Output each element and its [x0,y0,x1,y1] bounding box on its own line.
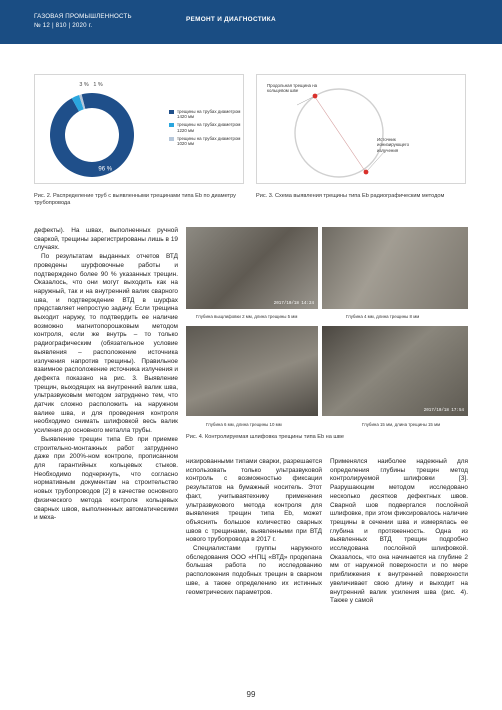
photo-timestamp: 2017/10/18 17:54 [423,409,464,413]
label-crack: Продольная трещина на кольцевом шве [267,83,318,94]
data-label-1020: 1 % [93,82,103,88]
text-column-1 [34,227,178,523]
text-column-2 [186,458,322,597]
paragraph: Выявление трещин типа Eb при приемке строительно-монтажных работ затруднено даже при 200%-ном контроле, прописанном для гарантийных кольцевых стыков. Необходимо подчеркнуть, что согласно нормативным документам на строительство новых трубопроводов [2] в качестве основного физического метода контроля кольцевых сварных швов, выполненных автоматическими и меха- [34,435,178,522]
chart-legend [169,109,241,149]
legend-item-1020: трещины на трубах диаметром 1020 мм [169,136,241,146]
photo-4 [322,326,468,416]
paragraph: По результатам выданных отчетов ВТД проведены шурфовочные работы и подтверждено более 90 % указанных трещин. Оказалось, что они могут выходить как на наружный, так и на внутренний валик сварного шва, и подтверждение ВТД в шурфах представляет непростую задачу. Если трещина выходит наружу, то подтвердить ее наличие возможно магнитопорошковым методом контроля, если же внутрь – то только радиографическим (обязательное условие выявления – расположение источника излучения напротив трещины). Правильное взаимное расположение источника излучения и дефекта показано на рис. 3. Выявление трещин, выходящих на внутренний валик шва, ультразвуковым методом затруднено тем, что датчик сложно расположить на наружном валике шва, и для проведения контроля необходимо снимать шлифовкой весь валик усиления до основного металла трубы. [34,253,178,435]
label-source: Источник ионизирующего излучения [377,137,410,153]
paragraph: Применялся наиболее надежный для определения глубины трещин метод контролируемой шлифовки [3]. Разрушающим методом исследовано несколько десятков дефектных швов. Сварной шов подвергался послойной шлифовке, при этом фиксировалось наличие трещины в сечении шва и измерялась ее глубина и протяженность. Одна из выявленных ВТД трещин подробно исследована послойной шлифовкой. Оказалось, что она начинается на глубине 2 мм от наружной поверхности и по мере приближения к внутренней поверхности увеличивает свою длину и выходит на внутренний валик усиления шва (рис. 4). Также у самой [330,458,468,605]
issue-info: № 12 | 810 | 2020 г. [34,21,93,29]
paragraph: Специалистами группы наружного обследования ООО «НПЦ «ВТД» проделана большая работа по исследованию расположения подобных трещин в сварном шве, а также определению их истинных геометрических параметров. [186,545,322,596]
donut-chart [41,79,143,183]
figure-4-caption: Рис. 4. Контролируемая шлифовка трещины типа Eb на шве [186,434,344,440]
figure-3-box [256,74,466,184]
data-label-1220: 3 % [79,82,89,88]
section-title: РЕМОНТ И ДИАГНОСТИКА [186,16,276,23]
photo-1 [186,227,318,309]
header-band [0,0,502,44]
photo-2-label: Глубина 4 мм, длина трещины 8 мм [346,314,420,319]
photo-3-label: Глубина 6 мм, длина трещины 10 мм [206,422,282,427]
page-number: 99 [246,690,256,699]
legend-item-1420: трещины на трубах диаметром 1420 мм [169,109,241,119]
paragraph: низированными типами сварки, разрешается использовать только ультразвуковой контроль с возможностью фиксации результатов на бумажный носитель. Этот факт, учитываятехнику применения ультразвукового метода контроля для выявления трещин типа Eb, может объяснить большое количество сварных швов с трещинами, выявленными при ВТД нового трубопровода в 2017 г. [186,458,322,544]
data-label-1420: 96 % [98,166,113,173]
figure-2-caption: Рис. 2. Распределение труб с выявленными трещинами типа Eb по диаметру трубопровода [34,193,236,206]
paragraph: дефекты). На швах, выполненных ручной сваркой, трещины зарегистрированы лишь в 19 случаях. [34,227,178,252]
photo-timestamp: 2017/10/18 14:24 [273,302,314,306]
text-column-3 [330,458,468,606]
legend-item-1220: трещины на трубах диаметром 1220 мм [169,122,241,132]
ray-line [315,97,365,171]
source-pointer [367,151,385,171]
figure-3-caption: Рис. 3. Схема выявления трещины типа Eb радиографическим методом [256,193,445,199]
photo-3 [186,326,318,416]
photo-2 [322,227,468,309]
crack-marker [313,94,318,99]
photo-1-label: Глубина выщлифовки 2 мм, длина трещины 5 мм [196,314,298,319]
donut-slice-0 [50,93,134,177]
magazine-title: ГАЗОВАЯ ПРОМЫШЛЕННОСТЬ [34,13,132,20]
figure-2-box [34,74,244,184]
magazine-name [34,13,132,30]
photo-4-label: Глубина 15 мм, длина трещины 15 мм [362,422,441,427]
